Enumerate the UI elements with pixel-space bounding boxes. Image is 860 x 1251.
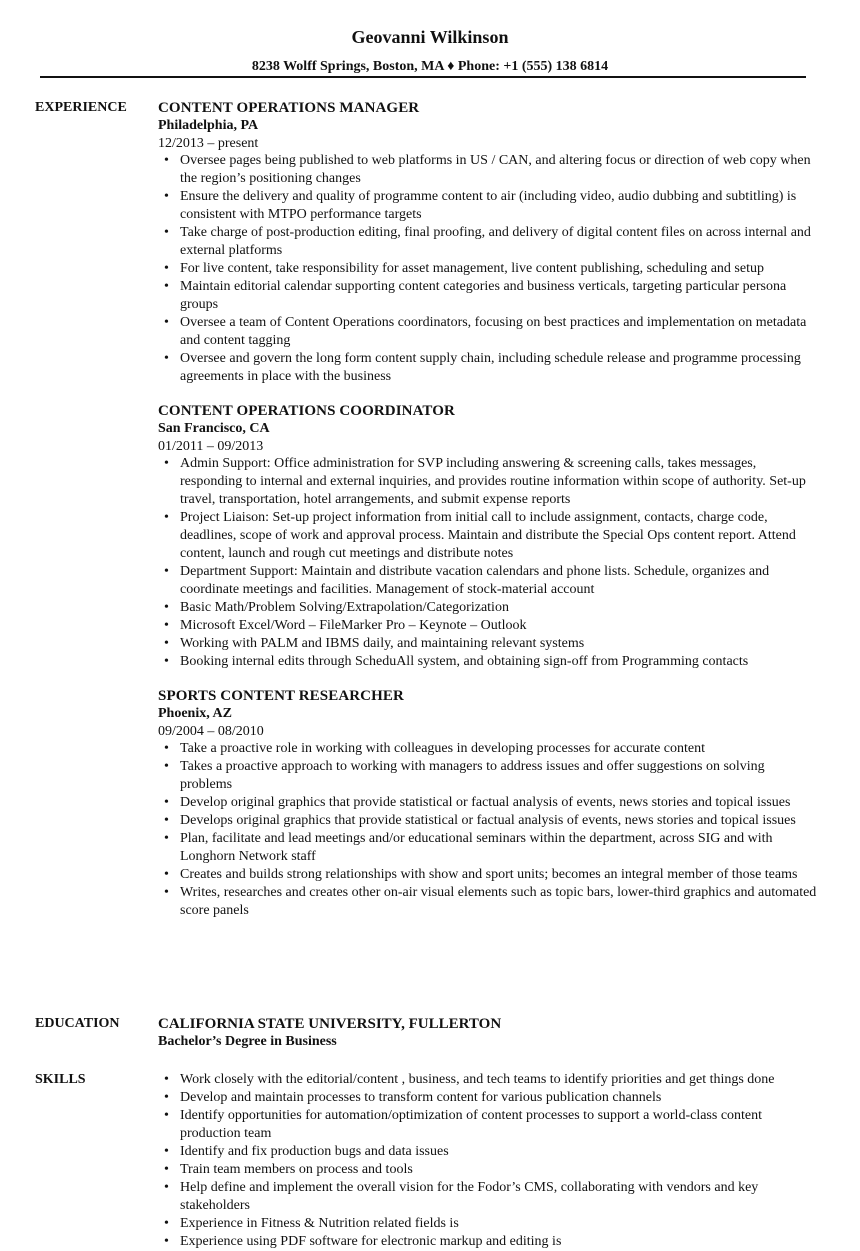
experience-list (158, 99, 818, 936)
bullet-item: • Basic Math/Problem Solving/Extrapolation/Categorization (158, 599, 818, 617)
education-entry (158, 1015, 818, 1051)
education-school: CALIFORNIA STATE UNIVERSITY, FULLERTON (158, 1016, 502, 1032)
job-dates: 01/2011 – 09/2013 (158, 439, 264, 454)
bullet-item: • Booking internal edits through ScheduAll system, and obtaining sign-off from Programming contacts (158, 653, 818, 671)
job-title: SPORTS CONTENT RESEARCHER (158, 688, 404, 704)
skill-item: • Experience using PDF software for electronic markup and editing is (158, 1233, 818, 1251)
skills-list-wrap (158, 1071, 818, 1251)
bullet-item: • Department Support: Maintain and distribute vacation calendars and phone lists. Schedule, organizes and coordinate meetings and facilities. Management of stock-material account (158, 563, 818, 599)
skill-item: • Train team members on process and tools (158, 1161, 818, 1179)
job-entry (158, 99, 818, 386)
bullet-item: • Oversee pages being published to web platforms in US / CAN, and altering focus or direction of web copy when the region’s positioning changes (158, 152, 818, 188)
bullet-item: • Maintain editorial calendar supporting content categories and business verticals, targeting particular persona groups (158, 278, 818, 314)
bullet-item: • Plan, facilitate and lead meetings and/or educational seminars within the department, across SIG and with Longhorn Network staff (158, 830, 818, 866)
contact-line: 8238 Wolff Springs, Boston, MA ♦ Phone: +1 (555) 138 6814 (251, 59, 609, 74)
bullet-item: • Develops original graphics that provide statistical or factual analysis of events, news stories and topical issues (158, 812, 818, 830)
job-location: Phoenix, AZ (158, 706, 232, 721)
education-degree: Bachelor’s Degree in Business (158, 1034, 337, 1049)
job-location: San Francisco, CA (158, 421, 270, 436)
job-dates: 09/2004 – 08/2010 (158, 724, 264, 739)
bullet-item: • Take charge of post-production editing, final proofing, and delivery of digital content files on across internal and external platforms (158, 224, 818, 260)
section-label-experience: EXPERIENCE (35, 100, 127, 115)
bullet-item: • Writes, researches and creates other on-air visual elements such as topic bars, lower-third graphics and automated score panels (158, 884, 818, 920)
bullet-item: • Microsoft Excel/Word – FileMarker Pro – Keynote – Outlook (158, 617, 818, 635)
bullet-item: • Takes a proactive approach to working with managers to address issues and offer suggestions on solving problems (158, 758, 818, 794)
bullet-item: • Project Liaison: Set-up project information from initial call to include assignment, contacts, charge code, deadlines, scope of work and approval process. Maintain and distribute the Special Ops content report. Attend content, launch and rough cut meetings and distribute notes (158, 509, 818, 563)
bullet-item: • Admin Support: Office administration for SVP including answering & screening calls, takes messages, responding to internal and external inquiries, and provides routine information within scope of authority. Set-up travel, transportation, hotel arrangements, and submit expense reports (158, 455, 818, 509)
job-title: CONTENT OPERATIONS MANAGER (158, 100, 420, 116)
skill-item: • Develop and maintain processes to transform content for various publication channels (158, 1089, 818, 1107)
bullet-item: • For live content, take responsibility for asset management, live content publishing, scheduling and setup (158, 260, 818, 278)
job-bullets (158, 740, 818, 920)
skills-list (158, 1071, 818, 1251)
skill-item: • Identify and fix production bugs and data issues (158, 1143, 818, 1161)
bullet-item: • Creates and builds strong relationships with show and sport units; becomes an integral member of those teams (158, 866, 818, 884)
bullet-item: • Ensure the delivery and quality of programme content to air (including video, audio dubbing and subtitling) is consistent with MTPO performance targets (158, 188, 818, 224)
job-title: CONTENT OPERATIONS COORDINATOR (158, 403, 455, 419)
bullet-item: • Develop original graphics that provide statistical or factual analysis of events, news stories and topical issues (158, 794, 818, 812)
job-dates: 12/2013 – present (158, 136, 259, 151)
candidate-name: Geovanni Wilkinson (351, 27, 509, 47)
job-bullets (158, 152, 818, 386)
job-location: Philadelphia, PA (158, 118, 259, 133)
job-bullets (158, 455, 818, 671)
bullet-item: • Oversee a team of Content Operations coordinators, focusing on best practices and implementation on metadata and content tagging (158, 314, 818, 350)
bullet-item: • Working with PALM and IBMS daily, and maintaining relevant systems (158, 635, 818, 653)
section-label-education: EDUCATION (35, 1016, 120, 1031)
section-label-skills: SKILLS (35, 1072, 86, 1087)
skill-item: • Identify opportunities for automation/optimization of content processes to support a world-class content production team (158, 1107, 818, 1143)
job-entry (158, 687, 818, 920)
bullet-item: • Take a proactive role in working with colleagues in developing processes for accurate content (158, 740, 818, 758)
skill-item: • Help define and implement the overall vision for the Fodor’s CMS, collaborating with vendors and key stakeholders (158, 1179, 818, 1215)
skill-item: • Experience in Fitness & Nutrition related fields is (158, 1215, 818, 1233)
skill-item: • Work closely with the editorial/content , business, and tech teams to identify priorities and get things done (158, 1071, 818, 1089)
bullet-item: • Oversee and govern the long form content supply chain, including schedule release and programme processing agreements in place with the business (158, 350, 818, 386)
job-entry (158, 402, 818, 671)
header-divider (40, 76, 806, 78)
